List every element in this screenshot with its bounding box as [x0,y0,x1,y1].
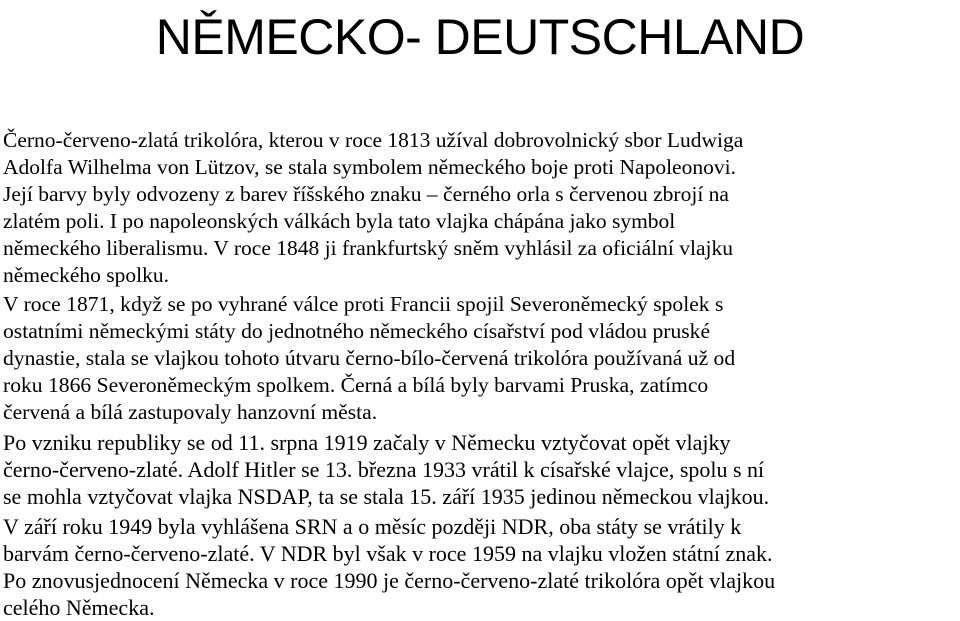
page-title: NĚMECKO- DEUTSCHLAND [155,9,805,65]
paragraph-1949-reunification: V září roku 1949 byla vyhlášena SRN a o měsíc později NDR, oba státy se vrátily k barvám černo-červeno-zlaté. V NDR byl však v roce 1959 na vlajku vložen státní znak. Po znovusjednocení Německa v roce 1990 je černo-červeno-zlaté trikolóra opět vlajkou celého Německa. [3,514,776,620]
paragraph-republic-1919: Po vzniku republiky se od 11. srpna 1919 začaly v Německu vztyčovat opět vlajky černo-červeno-zlaté. Adolf Hitler se 13. března 1933 vrátil k císařské vlajce, spolu s ní se mohla vztyčovat vlajka NSDAP, ta se stala 15. září 1935 jedinou německou vlajkou. [3,430,770,509]
document-body [3,127,955,621]
paragraph-empire-1871: V roce 1871, když se po vyhrané válce proti Francii spojil Severoněmecký spolek s ostatními německými státy do jednotného německého císařství pod vládou pruské dynastie, stala se vlajkou tohoto útvaru černo-bílo-červená trikolóra používaná už od roku 1866 Severoněmeckým spolkem. Černá a bílá byly barvami Pruska, zatímco červená a bílá zastupovaly hanzovní města. [3,292,736,424]
paragraph-lutzow-tricolor: Černo-červeno-zlatá trikolóra, kterou v roce 1813 užíval dobrovolnický sbor Ludwiga Adolfa Wilhelma von Lützov, se stala symbolem německého boje proti Napoleonovi. Její barvy byly odvozeny z barev říšského znaku – černého orla s červenou zbrojí na zlatém poli. I po napoleonských válkách byla tato vlajka chápána jako symbol německého liberalismu. V roce 1848 ji frankfurtský sněm vyhlásil za oficiální vlajku německého spolku. [3,128,744,287]
